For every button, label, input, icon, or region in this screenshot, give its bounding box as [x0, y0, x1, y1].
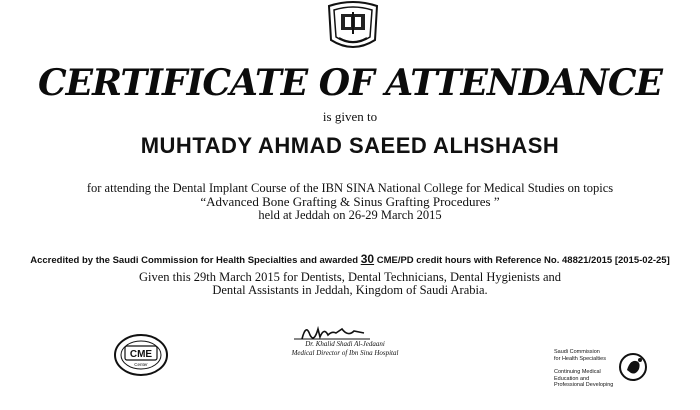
course-location-date: held at Jeddah on 26-29 March 2015 — [258, 208, 442, 222]
given-date-line-2: Dental Assistants in Jeddah, Kingdom of Saudi Arabia. — [212, 283, 488, 297]
scfhs-line-2: for Health Specialties — [554, 355, 606, 362]
course-topic: “Advanced Bone Grafting & Sinus Grafting Procedures ” — [200, 194, 500, 209]
signer-name: Dr. Khalid Shadi Al-Jedaani — [305, 340, 385, 348]
given-date-line-1: Given this 29th March 2015 for Dentists, Dental Technicians, Dental Hygienists and — [138, 270, 562, 284]
cme-seal-subtext: Center — [134, 362, 148, 367]
recipient-name: MUHTADY AHMAD SAEED ALHSHASH — [140, 133, 560, 158]
scfhs-line-3: Continuing Medical Education and — [554, 369, 601, 382]
college-crest-icon — [325, 0, 381, 52]
accreditation-line — [0, 252, 700, 266]
cme-center-seal-icon — [113, 332, 169, 378]
certificate-title: CERTIFICATE OF ATTENDANCE — [38, 62, 662, 104]
scfhs-line-1: Saudi Commission — [554, 349, 600, 355]
scfhs-text-block — [554, 349, 624, 389]
credit-hours: 30 — [360, 252, 375, 266]
accreditation-suffix: CME/PD credit hours with Reference No. 48821/2015 [2015-02-25] — [374, 255, 670, 266]
accreditation-prefix: Accredited by the Saudi Commission for Health Specialties and awarded — [30, 255, 361, 266]
course-line-1: for attending the Dental Implant Course of the IBN SINA National College for Medical Studies on topics — [86, 181, 614, 195]
cme-seal-text: CME — [129, 349, 153, 360]
given-to-text: is given to — [322, 109, 378, 124]
scfhs-logo-icon — [618, 352, 648, 382]
signer-title: Medical Director of Ibn Sina Hospital — [291, 349, 399, 357]
scfhs-line-4: Professional Developing — [554, 382, 614, 388]
